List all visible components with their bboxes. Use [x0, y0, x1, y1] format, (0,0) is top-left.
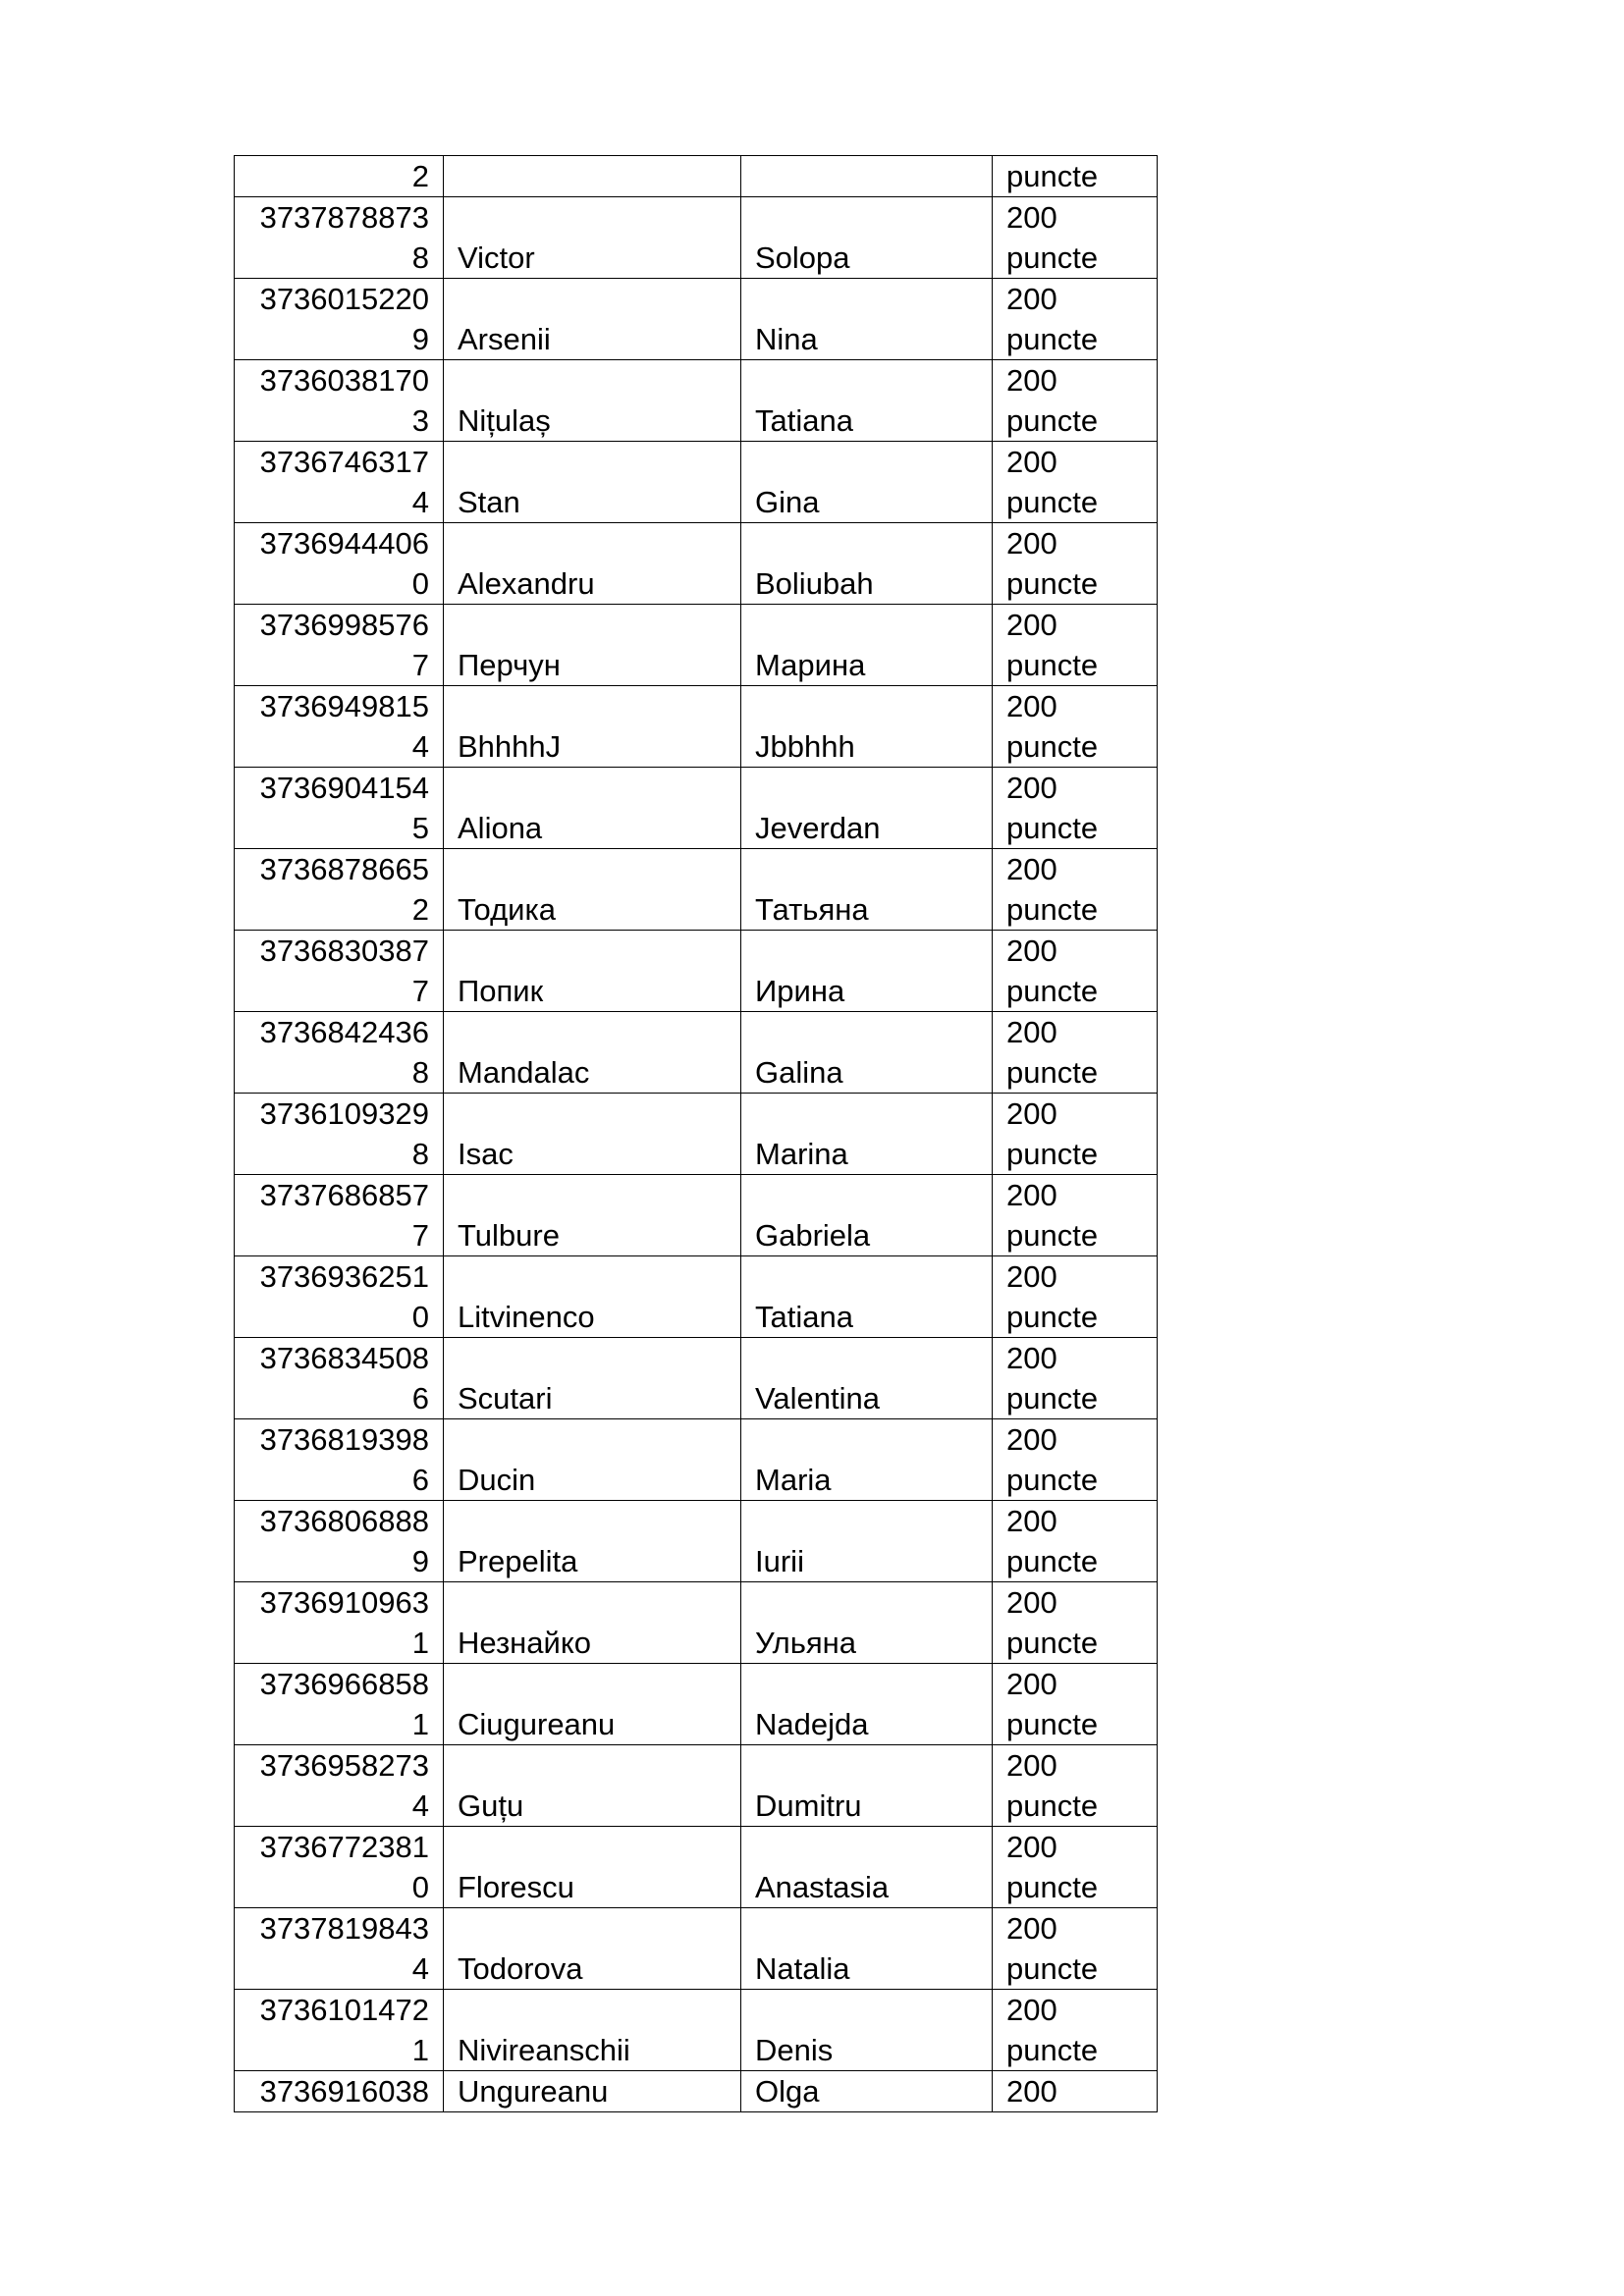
last-name-cell: Nițulaș [444, 360, 741, 442]
first-name-cell: Galina [741, 1012, 993, 1094]
table-row-continued [235, 156, 1158, 197]
table-row [235, 1094, 1158, 1175]
id-cell: 37360381703 [235, 360, 444, 442]
last-name-cell: BhhhhJ [444, 686, 741, 768]
last-name-cell: Alexandru [444, 523, 741, 605]
table-row [235, 1256, 1158, 1338]
last-name-cell: Scutari [444, 1338, 741, 1419]
last-name-cell: Незнайко [444, 1582, 741, 1664]
table-row [235, 279, 1158, 360]
points-cell: 200 puncte [993, 686, 1158, 768]
points-cell: 200 puncte [993, 1990, 1158, 2071]
first-name-cell: Natalia [741, 1908, 993, 1990]
table-row [235, 686, 1158, 768]
id-cell: 37369668581 [235, 1664, 444, 1745]
points-cell: 200 puncte [993, 197, 1158, 279]
id-cell: 37367463174 [235, 442, 444, 523]
first-name-cell: Jbbhhh [741, 686, 993, 768]
table-row [235, 1419, 1158, 1501]
first-name-cell: Ирина [741, 931, 993, 1012]
points-cell: 200 puncte [993, 1175, 1158, 1256]
points-cell: 200 puncte [993, 442, 1158, 523]
first-name-cell: Denis [741, 1990, 993, 2071]
points-cell: 200 puncte [993, 1664, 1158, 1745]
first-name-cell: Gabriela [741, 1175, 993, 1256]
id-cell: 3736916038 [235, 2071, 444, 2112]
results-table-body [235, 156, 1158, 2112]
id-cell: 37367723810 [235, 1827, 444, 1908]
first-name-cell: Olga [741, 2071, 993, 2112]
last-name-cell: Тодика [444, 849, 741, 931]
results-table [234, 155, 1158, 2112]
last-name-cell: Ducin [444, 1419, 741, 1501]
table-row [235, 442, 1158, 523]
points-cell: 200 puncte [993, 279, 1158, 360]
points-cell: 200 puncte [993, 768, 1158, 849]
last-name-cell: Arsenii [444, 279, 741, 360]
first-name-cell: Nina [741, 279, 993, 360]
first-name-cell: Jeverdan [741, 768, 993, 849]
points-cell: 200 puncte [993, 1827, 1158, 1908]
first-name-cell [741, 156, 993, 197]
points-cell: 200 puncte [993, 1012, 1158, 1094]
last-name-cell: Florescu [444, 1827, 741, 1908]
points-cell: 200 puncte [993, 849, 1158, 931]
id-cell: 37369362510 [235, 1256, 444, 1338]
first-name-cell: Ульяна [741, 1582, 993, 1664]
id-cell: 37369498154 [235, 686, 444, 768]
points-cell: 200 puncte [993, 360, 1158, 442]
points-cell: 200 [993, 2071, 1158, 2112]
last-name-cell: Mandalac [444, 1012, 741, 1094]
table-row [235, 1501, 1158, 1582]
id-cell: 37369041545 [235, 768, 444, 849]
id-cell: 37369444060 [235, 523, 444, 605]
id-cell: 37378788738 [235, 197, 444, 279]
id-cell: 37369985767 [235, 605, 444, 686]
id-cell: 37368786652 [235, 849, 444, 931]
last-name-cell: Victor [444, 197, 741, 279]
points-cell: 200 puncte [993, 1908, 1158, 1990]
table-row [235, 931, 1158, 1012]
id-cell: 37361014721 [235, 1990, 444, 2071]
table-row [235, 1990, 1158, 2071]
id-cell: 2 [235, 156, 444, 197]
first-name-cell: Марина [741, 605, 993, 686]
first-name-cell: Tatiana [741, 360, 993, 442]
points-cell: 200 puncte [993, 523, 1158, 605]
first-name-cell: Solopa [741, 197, 993, 279]
first-name-cell: Gina [741, 442, 993, 523]
id-cell: 37369109631 [235, 1582, 444, 1664]
table-row [235, 360, 1158, 442]
last-name-cell: Перчун [444, 605, 741, 686]
last-name-cell: Todorova [444, 1908, 741, 1990]
id-cell: 37368424368 [235, 1012, 444, 1094]
table-row [235, 1338, 1158, 1419]
first-name-cell: Marina [741, 1094, 993, 1175]
last-name-cell: Tulbure [444, 1175, 741, 1256]
last-name-cell [444, 156, 741, 197]
points-cell: 200 puncte [993, 1582, 1158, 1664]
points-cell: 200 puncte [993, 1338, 1158, 1419]
table-row [235, 605, 1158, 686]
last-name-cell: Isac [444, 1094, 741, 1175]
points-cell: puncte [993, 156, 1158, 197]
table-row [235, 849, 1158, 931]
id-cell: 37368068889 [235, 1501, 444, 1582]
id-cell: 37368345086 [235, 1338, 444, 1419]
id-cell: 37360152209 [235, 279, 444, 360]
id-cell: 37368303877 [235, 931, 444, 1012]
first-name-cell: Dumitru [741, 1745, 993, 1827]
points-cell: 200 puncte [993, 1419, 1158, 1501]
table-row [235, 1175, 1158, 1256]
points-cell: 200 puncte [993, 1745, 1158, 1827]
points-cell: 200 puncte [993, 1094, 1158, 1175]
table-row [235, 1664, 1158, 1745]
last-name-cell: Prepelita [444, 1501, 741, 1582]
id-cell: 37376868577 [235, 1175, 444, 1256]
first-name-cell: Iurii [741, 1501, 993, 1582]
table-row [235, 197, 1158, 279]
table-row [235, 523, 1158, 605]
last-name-cell: Попик [444, 931, 741, 1012]
first-name-cell: Anastasia [741, 1827, 993, 1908]
id-cell: 37368193986 [235, 1419, 444, 1501]
table-row [235, 1827, 1158, 1908]
points-cell: 200 puncte [993, 1501, 1158, 1582]
last-name-cell: Stan [444, 442, 741, 523]
points-cell: 200 puncte [993, 605, 1158, 686]
points-cell: 200 puncte [993, 931, 1158, 1012]
table-row [235, 1012, 1158, 1094]
table-row [235, 1908, 1158, 1990]
last-name-cell: Aliona [444, 768, 741, 849]
first-name-cell: Valentina [741, 1338, 993, 1419]
id-cell: 37378198434 [235, 1908, 444, 1990]
table-row [235, 1582, 1158, 1664]
last-name-cell: Ciugureanu [444, 1664, 741, 1745]
first-name-cell: Nadejda [741, 1664, 993, 1745]
first-name-cell: Tatiana [741, 1256, 993, 1338]
first-name-cell: Maria [741, 1419, 993, 1501]
first-name-cell: Татьяна [741, 849, 993, 931]
id-cell: 37361093298 [235, 1094, 444, 1175]
last-name-cell: Litvinenco [444, 1256, 741, 1338]
first-name-cell: Boliubah [741, 523, 993, 605]
last-name-cell: Ungureanu [444, 2071, 741, 2112]
last-name-cell: Guțu [444, 1745, 741, 1827]
table-row-last [235, 2071, 1158, 2112]
points-cell: 200 puncte [993, 1256, 1158, 1338]
table-row [235, 768, 1158, 849]
table-row [235, 1745, 1158, 1827]
last-name-cell: Nivireanschii [444, 1990, 741, 2071]
id-cell: 37369582734 [235, 1745, 444, 1827]
